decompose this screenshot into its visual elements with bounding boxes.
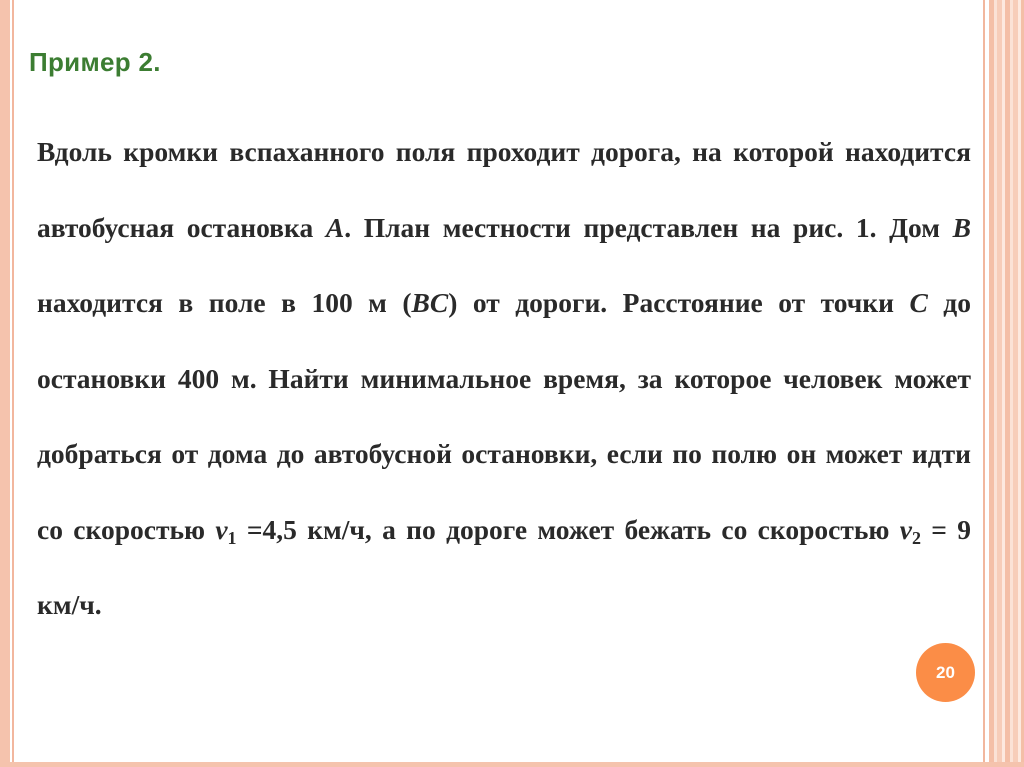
problem-text-part-5: до остановки 400 м. Найти минимальное время, за которое человек может добраться от дома до автобусной остановки, если по полю он может идти со скоростью [37, 287, 971, 545]
problem-text-part-3: находится в поле в 100 м ( [37, 287, 412, 318]
point-c-label: C [909, 287, 928, 318]
problem-text [37, 114, 971, 643]
left-border-decoration [0, 0, 10, 767]
bottom-border-decoration [0, 762, 1024, 767]
velocity-1-symbol: v [215, 513, 228, 545]
velocity-1-index: 1 [227, 527, 237, 548]
problem-text-part-2: . План местности представлен на рис. 1. Дом [344, 211, 953, 243]
left-border-line [12, 0, 14, 767]
segment-bc-label: BC [411, 287, 449, 318]
velocity-2-symbol: v [899, 513, 912, 545]
right-border-line [983, 0, 985, 767]
point-b-label: B [952, 211, 971, 243]
point-a-label: A [325, 211, 345, 243]
problem-text-part-6: =4,5 км/ч, а по дороге может бежать со скоростью [236, 513, 900, 545]
problem-text-part-1: Вдоль кромки вспаханного поля проходит дорога, на которой находится автобусная остановка [37, 136, 971, 243]
slide-title: Пример 2. [29, 47, 161, 77]
page-number: 20 [936, 662, 955, 682]
velocity-2-index: 2 [911, 527, 921, 548]
page-number-badge [916, 643, 975, 702]
problem-text-part-4: ) от дороги. Расстояние от точки [448, 287, 910, 318]
right-border-stripes [989, 0, 1024, 767]
problem-text-part-7: = 9 км/ч. [37, 513, 971, 620]
